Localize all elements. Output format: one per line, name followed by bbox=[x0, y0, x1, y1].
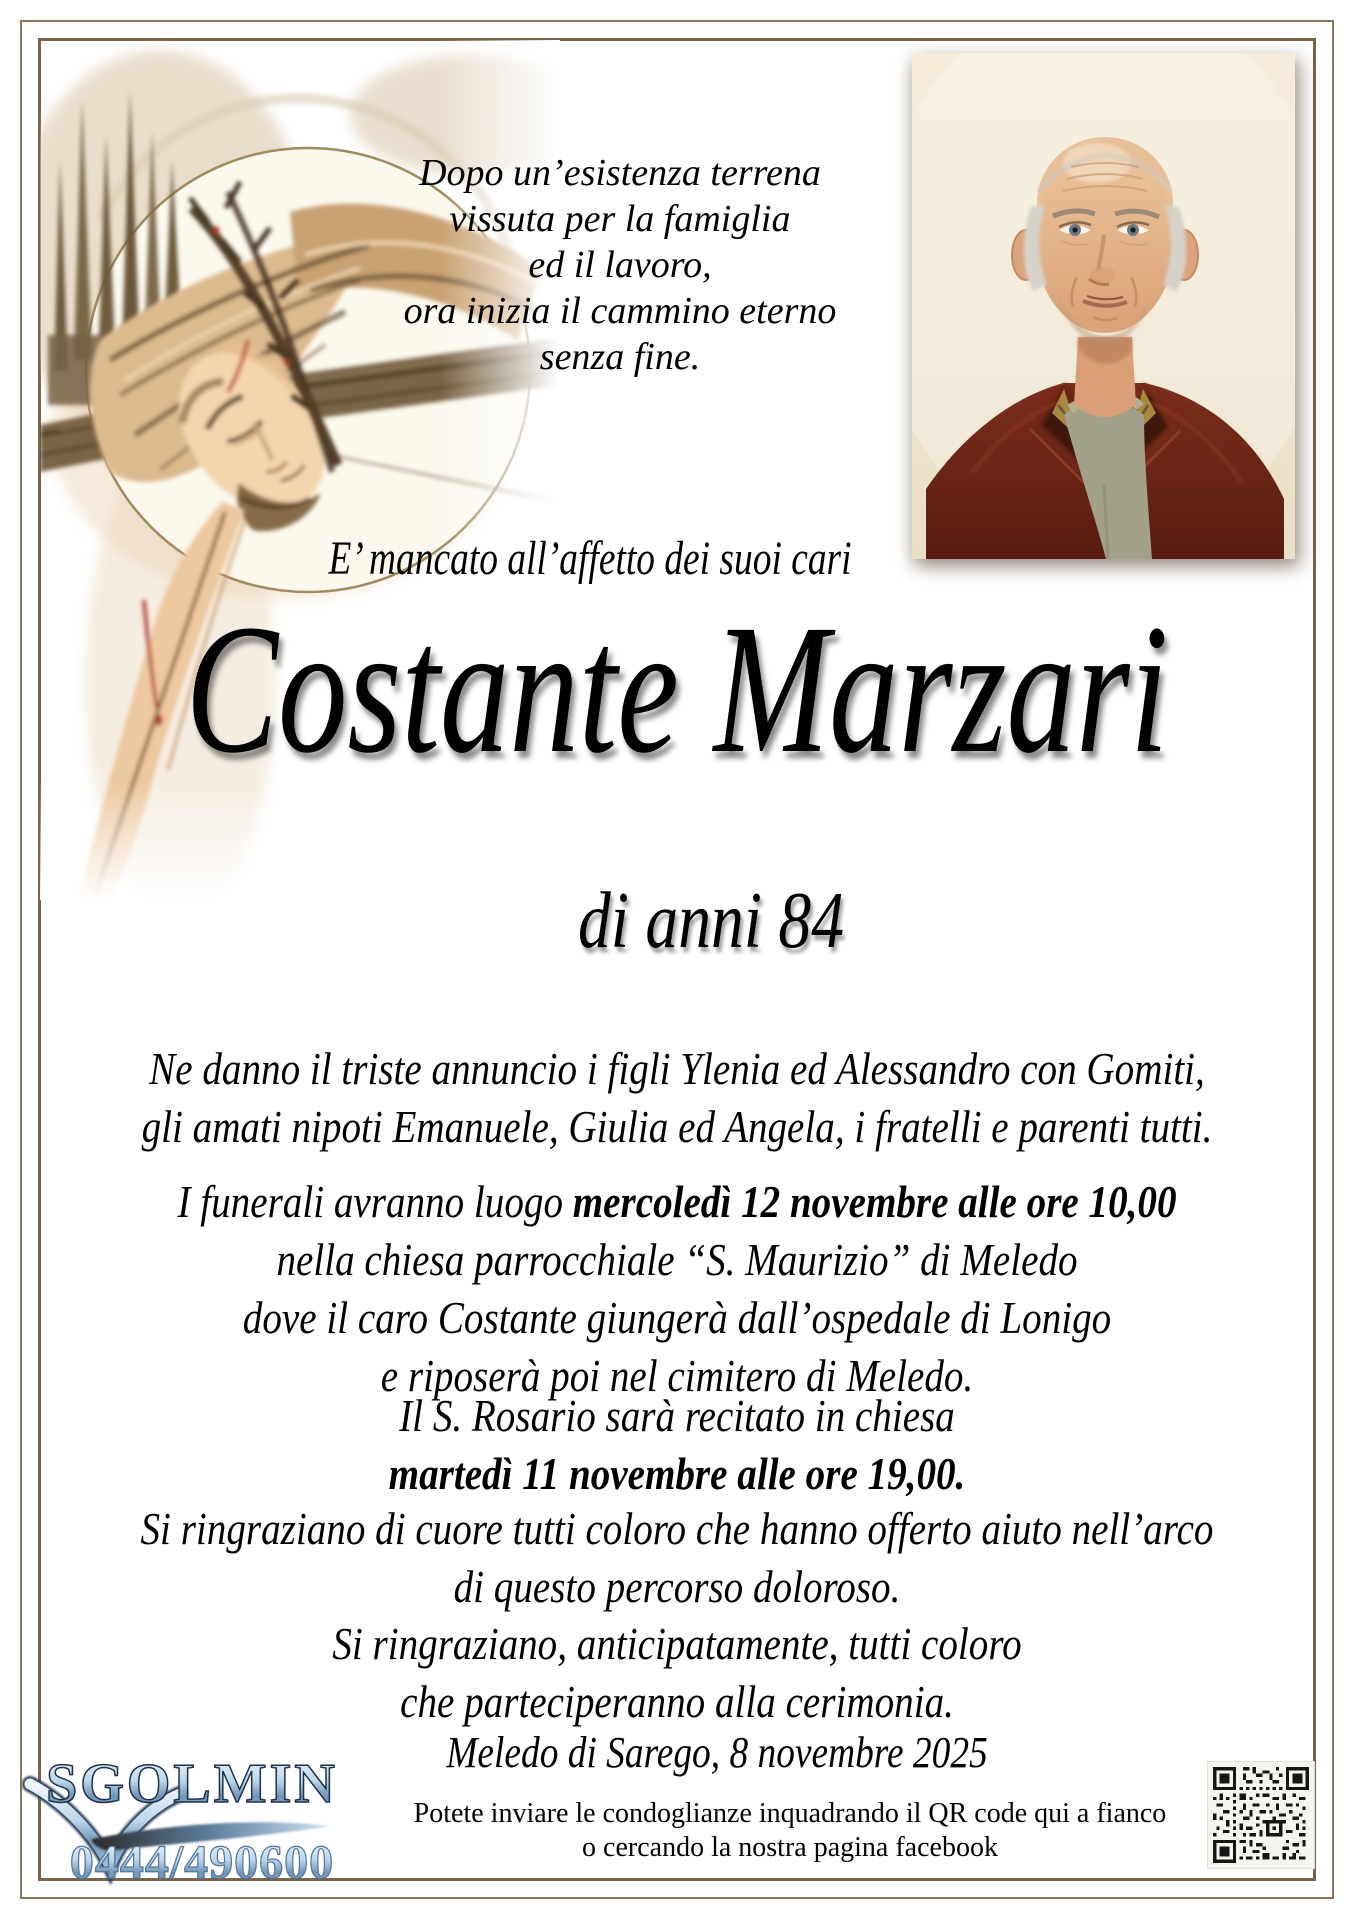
epigraph-line: ed il lavoro, bbox=[528, 244, 712, 286]
epigraph-line: ora inizia il cammino eterno bbox=[403, 290, 837, 332]
rosary-datetime: martedì 11 novembre alle ore 19,00. bbox=[388, 1448, 966, 1499]
condolences-note-line: Potete inviare le condoglianze inquadrando il QR code qui a fianco bbox=[413, 1798, 1167, 1829]
funeral-line-text: I funerali avranno luogo bbox=[177, 1176, 573, 1227]
funeral-line bbox=[102, 1173, 1253, 1231]
condolences-note-line: o cercando la nostra pagina facebook bbox=[582, 1832, 998, 1863]
thanks-help-paragraph bbox=[102, 1500, 1253, 1616]
deceased-name: Costante Marzari bbox=[185, 587, 1169, 792]
announcement-line: gli amati nipoti Emanuele, Giulia ed Angela, i fratelli e parenti tutti. bbox=[141, 1101, 1213, 1152]
age-line: di anni 84 bbox=[577, 877, 845, 965]
intro-line: E’ mancato all’affetto dei suoi cari bbox=[328, 532, 852, 585]
announcement-line: Ne danno il triste annuncio i figli Ylenia ed Alessandro con Gomiti, bbox=[149, 1043, 1205, 1094]
funeral-home-name: SGOLMIN bbox=[46, 1753, 338, 1815]
funeral-home-phone: 0444/490600 bbox=[69, 1836, 335, 1889]
thanks-help-line: di questo percorso doloroso. bbox=[453, 1561, 901, 1612]
epigraph bbox=[270, 150, 970, 380]
qr-code-icon bbox=[1213, 1767, 1309, 1863]
epigraph-line: vissuta per la famiglia bbox=[449, 198, 791, 240]
place-date-line: Meledo di Sarego, 8 novembre 2025 bbox=[446, 1728, 988, 1777]
funeral-details bbox=[102, 1173, 1253, 1405]
funeral-line: dove il caro Costante giungerà dall’ospedale di Lonigo bbox=[242, 1292, 1112, 1343]
announcement-paragraph bbox=[102, 1040, 1253, 1156]
thanks-attend-line: Si ringraziano, anticipatamente, tutti coloro bbox=[332, 1618, 1022, 1669]
condolences-note bbox=[390, 1797, 1190, 1865]
thanks-attend-paragraph bbox=[102, 1615, 1253, 1731]
funeral-line: e riposerà poi nel cimitero di Meledo. bbox=[380, 1350, 974, 1401]
funeral-line: nella chiesa parrocchiale “S. Maurizio” di Meledo bbox=[276, 1234, 1078, 1285]
thanks-help-line: Si ringraziano di cuore tutti coloro che hanno offerto aiuto nell’arco bbox=[140, 1503, 1214, 1554]
rosary-details bbox=[102, 1387, 1253, 1503]
epigraph-line: Dopo un’esistenza terrena bbox=[419, 152, 821, 194]
rosary-line: Il S. Rosario sarà recitato in chiesa bbox=[399, 1390, 955, 1441]
qr-code bbox=[1208, 1762, 1314, 1868]
funeral-datetime: mercoledì 12 novembre alle ore 10,00 bbox=[572, 1176, 1177, 1227]
funeral-home-logo bbox=[22, 1738, 344, 1892]
epigraph-line: senza fine. bbox=[539, 336, 701, 378]
thanks-attend-line: che parteciperanno alla cerimonia. bbox=[400, 1676, 954, 1727]
